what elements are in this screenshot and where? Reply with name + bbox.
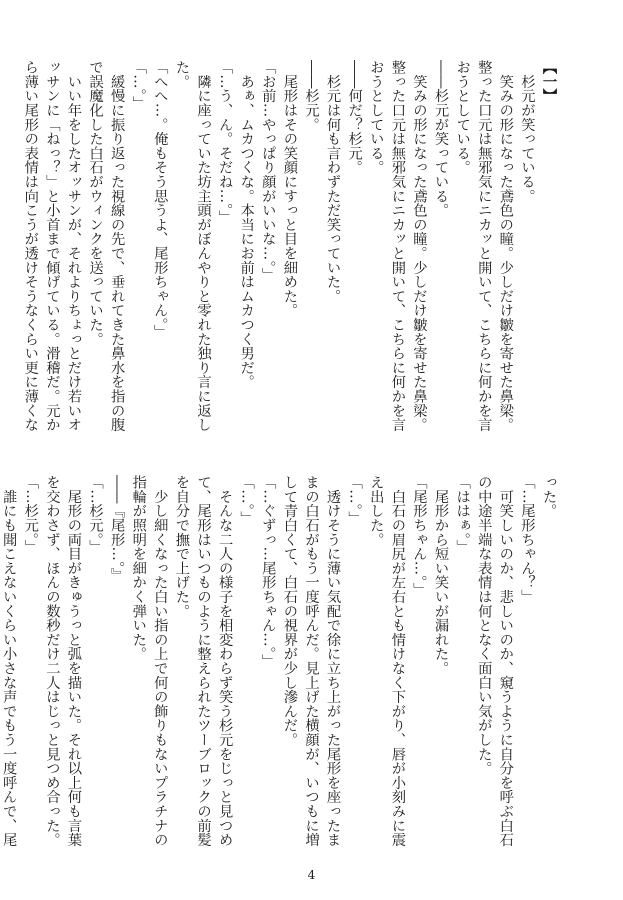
text-column: 笑みの形になった鳶色の瞳。少しだけ皺を寄せた鼻梁。 xyxy=(497,60,514,432)
page-number: 4 xyxy=(307,868,316,882)
text-column: 「お前…やっぱり顔がいいな…。」 xyxy=(260,60,277,282)
text-column: を自分で撫で上げた。 xyxy=(173,475,190,618)
text-column: 「…。」 xyxy=(130,60,147,111)
text-column: まの白石がもう一度呼んだ。見上げた横顔が、いつもに増 xyxy=(303,475,320,847)
text-column: 整った口元は無邪気にニカッと開いて、こちらに何かを言 xyxy=(476,60,493,432)
text-column: 尾形はその笑顔にすっと目を細めた。 xyxy=(281,60,298,318)
text-column: て、尾形はいつものように整えられたツーブロックの前髪 xyxy=(195,475,212,847)
text-column: 「ははぁ。」 xyxy=(454,475,471,554)
top-text-block xyxy=(22,60,559,462)
text-column: ッサンに「ねっ？」と小首まで傾げている。滑稽だ。元か xyxy=(44,60,61,432)
text-column: ら薄い尾形の表情は向こうが透けそうなくらい更に薄くな xyxy=(22,60,39,432)
text-column: 「…。」 xyxy=(346,475,363,526)
text-column: 「…う、ん。そだね…。」 xyxy=(217,60,234,225)
text-column: 「…杉元。」 xyxy=(87,475,104,554)
text-column: おうとしている。 xyxy=(368,60,385,175)
text-column: た。 xyxy=(173,60,190,89)
text-column: いい年をしたオッサンが、それよりちょっとだけ若いオ xyxy=(65,60,82,432)
text-column: 白石の眉尻が左右とも情けなく下がり、唇が小刻みに震 xyxy=(389,475,406,847)
text-column: おうとしている。 xyxy=(454,60,471,175)
text-column: そんな二人の様子を相変わらず笑う杉元をじっと見つめ xyxy=(217,475,234,847)
text-column: 「…尾形ちゃん？」 xyxy=(519,475,536,604)
text-column: 「へへ…。俺もそう思うよ、尾形ちゃん。」 xyxy=(152,60,169,339)
text-column: 緩慢に振り返った視線の先で、垂れてきた鼻水を指の腹 xyxy=(109,60,126,432)
text-column: ――杉元が笑っている。 xyxy=(433,60,450,218)
text-column: で誤魔化した白石がウィンクを送っていた。 xyxy=(87,60,104,346)
text-column: 「…ぐずっ…尾形ちゃん…。」 xyxy=(260,475,277,669)
text-column: 「尾形ちゃん…。」 xyxy=(411,475,428,597)
text-column: あぁ、ムカつくな。本当にお前はムカつく男だ。 xyxy=(238,60,255,389)
text-column: 整った口元は無邪気にニカッと開いて、こちらに何かを言 xyxy=(389,60,406,432)
text-column: 笑みの形になった鳶色の瞳。少しだけ皺を寄せた鼻梁。 xyxy=(411,60,428,432)
text-column: の中途半端な表情は何となく面白い気がした。 xyxy=(476,475,493,776)
text-column: 指輪が照明を細かく弾いた。 xyxy=(130,475,147,661)
bottom-text-block xyxy=(1,475,559,847)
text-column: 可笑しいのか、悲しいのか、窺うように自分を呼ぶ白石 xyxy=(497,475,514,847)
text-column: ――『尾形…。』 xyxy=(109,475,126,583)
text-column: 誰にも聞こえないくらい小さな声でもう一度呼んで、尾 xyxy=(1,475,18,847)
text-column: ――杉元。 xyxy=(303,60,320,132)
text-column: ――何だ？杉元。 xyxy=(346,60,363,175)
text-column: を交わさず、ほんの数秒だけ二人はじっと見つめ合った。 xyxy=(44,475,61,847)
text-column: 「…。」 xyxy=(238,475,255,526)
text-column: して青白くて、白石の視界が少し滲んだ。 xyxy=(281,475,298,747)
text-column: 尾形の両目がきゅうっと弧を描いた。それ以上何も言葉 xyxy=(65,475,82,847)
text-column: 透けそうに薄い気配で徐に立ち上がった尾形を座ったま xyxy=(325,475,342,847)
text-column: え出した。 xyxy=(368,475,385,547)
text-column: 杉元が笑っている。 xyxy=(519,60,536,203)
text-column: 隣に座っていた坊主頭がぼんやりと零れた独り言に返し xyxy=(195,60,212,432)
text-column: 尾形から短い笑いが漏れた。 xyxy=(433,475,450,676)
text-column: 杉元は何も言わずただ笑っていた。 xyxy=(325,60,342,304)
text-column: 「…杉元。」 xyxy=(22,475,39,554)
text-column: った。 xyxy=(541,475,557,518)
text-column: 少し細くなった白い指の上で何の飾りもないプラチナの xyxy=(152,475,169,847)
chapter-heading: 【一】 xyxy=(541,60,557,103)
